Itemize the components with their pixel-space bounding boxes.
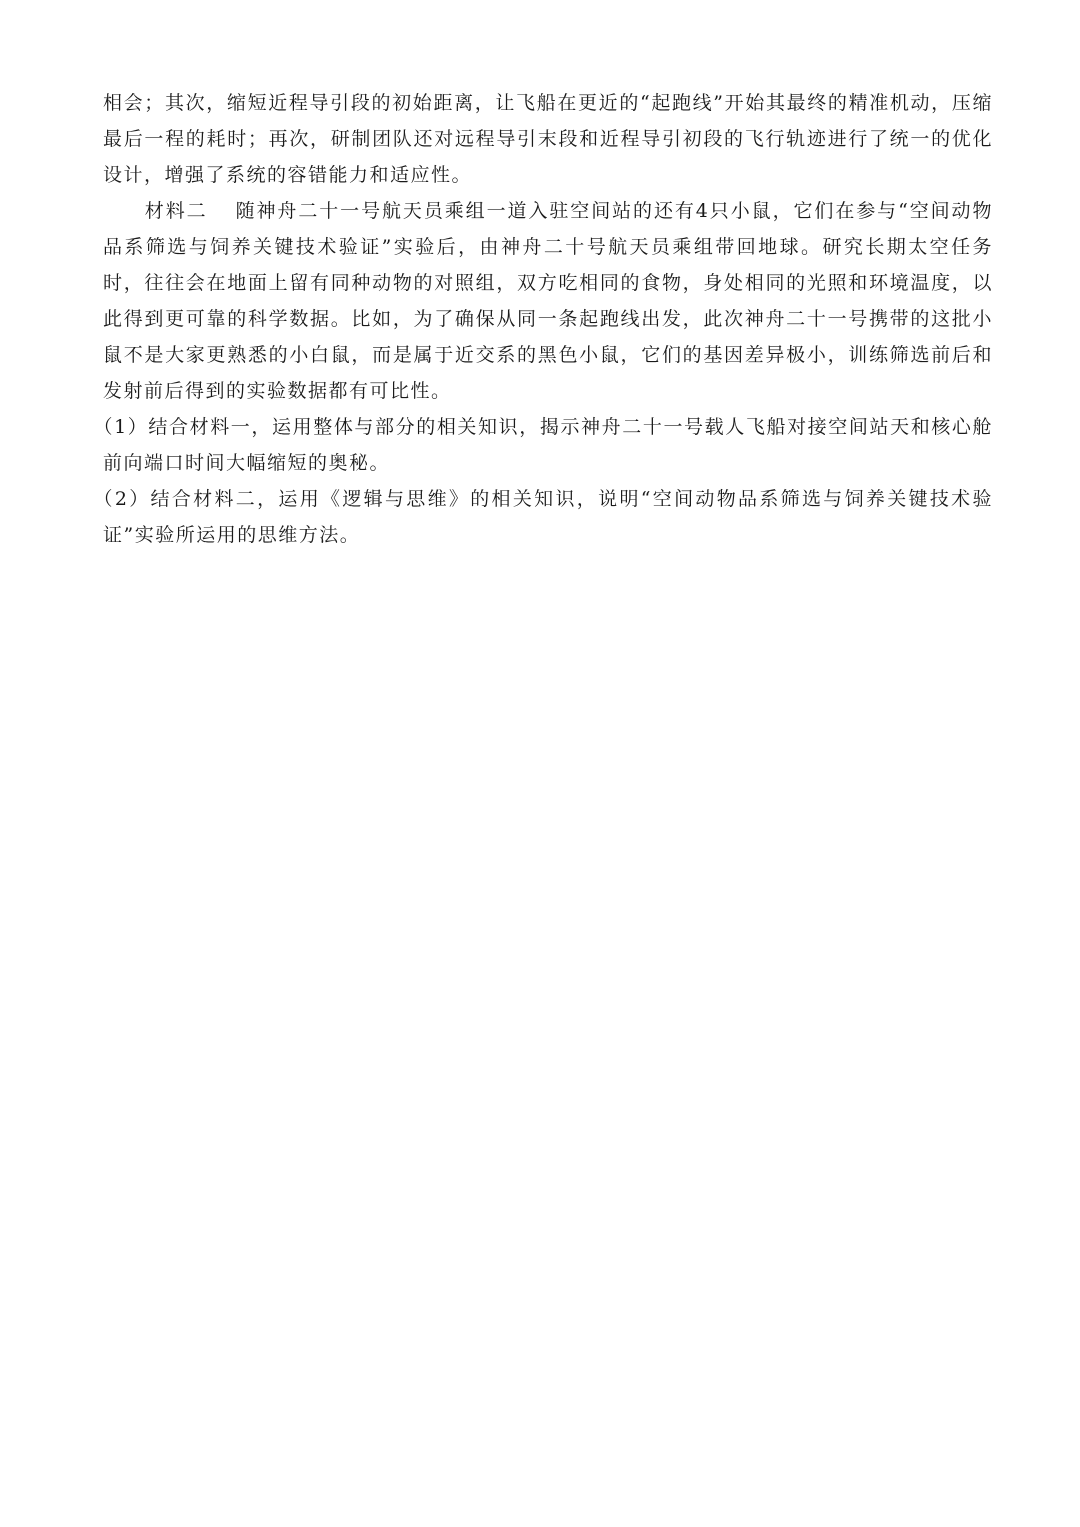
material-two-text: 随神舟二十一号航天员乘组一道入驻空间站的还有4只小鼠，它们在参与“空间动物品系筛选与饲养关键技术验证”实验后，由神舟二十号航天员乘组带回地球。研究长期太空任务时，往往会在地面上留有同种动物的对照组，双方吃相同的食物，身处相同的光照和环境温度，以此得到更可靠的科学数据。比如，为了确保从同一条起跑线出发，此次神舟二十一号携带的这批小鼠不是大家更熟悉的小白鼠，而是属于近交系的黑色小鼠，它们的基因差异极小，训练筛选前后和发射前后得到的实验数据都有可比性。	[103, 200, 993, 402]
document-body	[93, 85, 993, 553]
material-two-paragraph	[103, 193, 993, 409]
question-1: （1）结合材料一，运用整体与部分的相关知识，揭示神舟二十一号载人飞船对接空间站天和核心舱前向端口时间大幅缩短的奥秘。	[93, 416, 993, 474]
question-2: （2）结合材料二，运用《逻辑与思维》的相关知识，说明“空间动物品系筛选与饲养关键技术验证”实验所运用的思维方法。	[93, 488, 993, 546]
material-two-label: 材料二	[144, 200, 208, 222]
material-one-tail-paragraph: 相会；其次，缩短近程导引段的初始距离，让飞船在更近的“起跑线”开始其最终的精准机动，压缩最后一程的耗时；再次，研制团队还对远程导引末段和近程导引初段的飞行轨迹进行了统一的优化设计，增强了系统的容错能力和适应性。	[103, 92, 993, 186]
